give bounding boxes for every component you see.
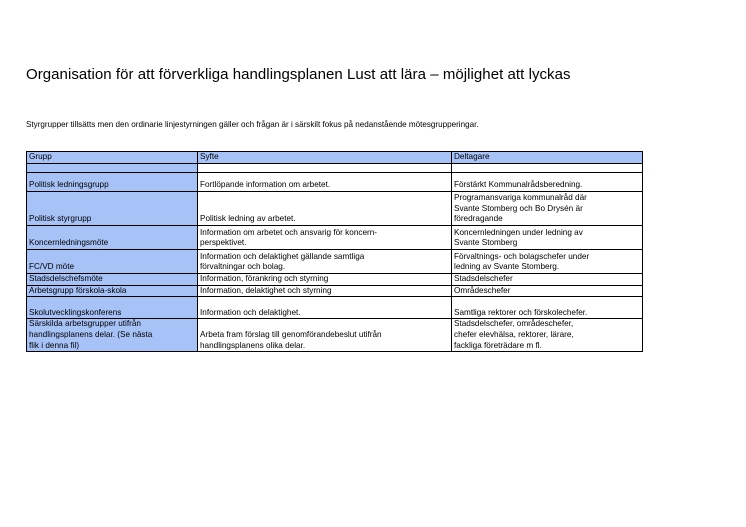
deltagare-cell: [452, 226, 643, 250]
header-grupp: Grupp: [27, 152, 198, 164]
table-body: [27, 152, 643, 352]
syfte-cell: [198, 285, 452, 297]
cell-line: Stadsdelschefer, områdeschefer,: [454, 319, 574, 329]
cell-line: FC/VD möte: [29, 262, 75, 272]
cell-line: Information och delaktighet.: [200, 307, 301, 317]
table-row: [27, 297, 643, 319]
cell-line: föredragande: [454, 214, 503, 224]
cell-line: Arbeta fram förslag till genomförandebeslut utifrån: [200, 330, 382, 339]
grupp-cell: [27, 250, 198, 274]
deltagare-cell: [452, 164, 643, 173]
header-deltagare: Deltagare: [452, 152, 643, 164]
cell-line: chefer elevhälsa, rektorer, lärare,: [454, 330, 574, 339]
cell-line: ledning av Svante Stomberg.: [454, 262, 560, 272]
cell-line: Förvaltnings- och bolagschefer under: [454, 251, 590, 261]
table-row: [27, 274, 643, 286]
grupp-cell: [27, 192, 198, 226]
cell-line: perspektivet.: [200, 238, 247, 248]
cell-line: Programansvariga kommunalråd där: [454, 193, 587, 203]
cell-line: handlingsplanens delar. (Se nästa: [29, 330, 153, 339]
cell-line: Politisk ledningsgrupp: [29, 180, 109, 190]
cell-line: Arbetsgrupp förskola-skola: [29, 285, 127, 295]
syfte-cell: [198, 250, 452, 274]
syfte-cell: [198, 192, 452, 226]
syfte-cell: [198, 319, 452, 352]
cell-line: Förstärkt Kommunalrådsberedning.: [454, 180, 583, 190]
cell-line: Svante Stomberg och Bo Drysén är: [454, 203, 583, 213]
cell-line: Information och delaktighet gällande samtliga: [200, 251, 365, 261]
cell-line: Koncernledningsmöte: [29, 238, 109, 248]
organisation-table: [26, 151, 643, 352]
page-title: Organisation för att förverkliga handlingsplanen Lust att lära – möjlighet att lyckas: [26, 66, 571, 83]
grupp-cell: [27, 164, 198, 173]
grupp-cell: [27, 226, 198, 250]
deltagare-cell: [452, 285, 643, 297]
cell-line: flik i denna fil): [29, 340, 80, 350]
grupp-cell: [27, 274, 198, 286]
syfte-cell: [198, 173, 452, 192]
cell-line: Särskilda arbetsgrupper utifrån: [29, 319, 141, 329]
grupp-cell: [27, 319, 198, 352]
cell-line: Svante Stomberg: [454, 238, 518, 248]
deltagare-cell: [452, 319, 643, 352]
cell-line: handlingsplanens olika delar.: [200, 340, 306, 350]
table-row: [27, 250, 643, 274]
cell-line: fackliga företrädare m fl.: [454, 340, 542, 350]
header-syfte: Syfte: [198, 152, 452, 164]
syfte-cell: [198, 274, 452, 286]
deltagare-cell: [452, 297, 643, 319]
cell-line: Skolutvecklingskonferens: [29, 307, 122, 317]
deltagare-cell: [452, 250, 643, 274]
cell-line: Samtliga rektorer och förskolechefer.: [454, 307, 588, 317]
cell-line: Politisk styrgrupp: [29, 214, 92, 224]
deltagare-cell: [452, 274, 643, 286]
table-row: [27, 319, 643, 352]
table-row: [27, 164, 643, 173]
syfte-cell: [198, 297, 452, 319]
cell-line: Information, delaktighet och styrning: [200, 285, 332, 295]
table-row: [27, 173, 643, 192]
syfte-cell: [198, 164, 452, 173]
cell-line: förvaltningar och bolag.: [200, 262, 286, 272]
table-header-row: [27, 152, 643, 164]
grupp-cell: [27, 173, 198, 192]
cell-line: Koncernledningen under ledning av: [454, 227, 583, 237]
cell-line: Politisk ledning av arbetet.: [200, 214, 296, 224]
table-row: [27, 285, 643, 297]
table-row: [27, 192, 643, 226]
grupp-cell: [27, 297, 198, 319]
cell-line: Fortlöpande information om arbetet.: [200, 180, 331, 190]
cell-line: Stadsdelschefsmöte: [29, 274, 103, 283]
cell-line: Områdeschefer: [454, 285, 511, 295]
cell-line: Information om arbetet och ansvarig för koncern-: [200, 227, 378, 237]
syfte-cell: [198, 226, 452, 250]
cell-line: Stadsdelschefer: [454, 274, 513, 283]
deltagare-cell: [452, 173, 643, 192]
deltagare-cell: [452, 192, 643, 226]
intro-text: Styrgrupper tillsätts men den ordinarie linjestyrningen gäller och frågan är i särskilt fokus på nedanstående mötesgrupperingar.: [26, 120, 479, 129]
cell-line: Information, förankring och styrning: [200, 274, 329, 283]
grupp-cell: [27, 285, 198, 297]
table-row: [27, 226, 643, 250]
